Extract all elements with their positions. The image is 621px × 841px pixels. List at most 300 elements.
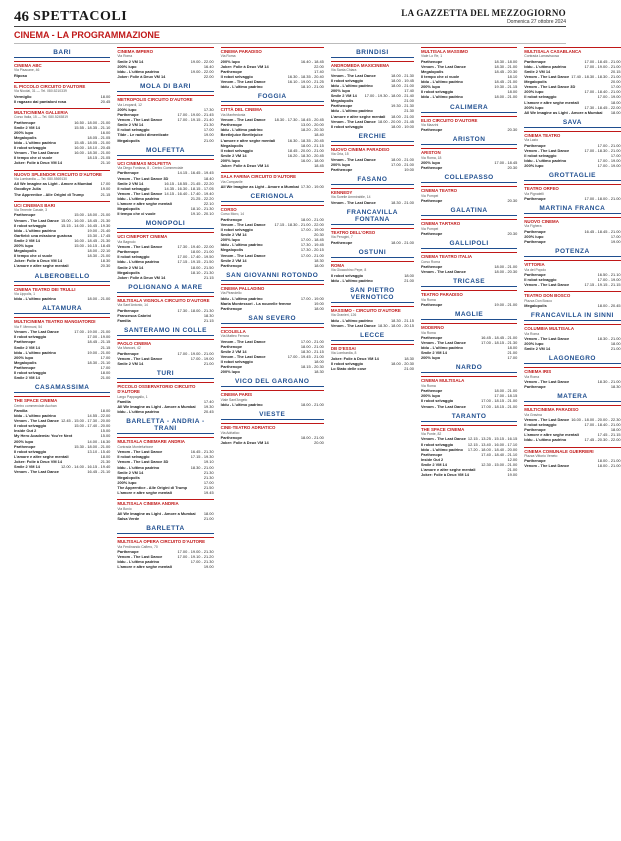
film-title: Il robot selvaggio [524, 277, 557, 283]
cinema-address: Viale Lo Re, 1 [420, 54, 443, 59]
showtimes: 16.45 - 18.45 - 21.00 [481, 335, 518, 340]
film-title: Venom - The Last Dance [330, 156, 376, 162]
showtimes: 19.00 [404, 166, 414, 172]
cinema-address: Piazza Vittorio Veneto [524, 453, 558, 458]
city-heading: GALATINA [421, 207, 517, 216]
cinema-name: PICCOLO OSSERVATORIO CIRCUITO D'AUTORE [117, 382, 213, 395]
showtimes: 18.30 - 21.10 [87, 359, 111, 365]
showtimes: 17.00 - 21.00 [391, 161, 414, 167]
film-title: 200% lupo [14, 129, 34, 135]
film-title: Parthenope [220, 364, 243, 370]
film-title: Parthenope [117, 112, 139, 118]
showtime-row [117, 74, 213, 79]
cinema-address: Via Roma [220, 54, 236, 59]
showtimes: 18.20 - 20.30 [300, 127, 324, 133]
showtimes: 19.00 [203, 132, 214, 138]
showtimes: 21.15 [100, 191, 111, 197]
film-title: Parthenope [524, 142, 546, 148]
film-title: L'amore e altre seghe mentali [14, 453, 69, 459]
film-title: Venom - The Last Dance [524, 74, 570, 80]
film-title: Parthenope [117, 548, 139, 554]
cinema-name: COLUMBIA MULTISALA [524, 324, 620, 331]
film-title: Joker: Folie à Deux VM 14 [330, 355, 379, 361]
film-title: Megalopolis [117, 474, 140, 480]
film-title: Parthenope [330, 239, 353, 245]
showtimes: 17.30 - 20.15 [300, 247, 324, 253]
showtimes: 17.40 [314, 69, 324, 74]
cinema-listing [117, 47, 213, 79]
film-title: Smile 2 VM 14 [524, 69, 551, 74]
showtimes: 18.30 - 21.00 [87, 253, 111, 259]
film-title: Smile 2 VM 14 [14, 375, 40, 381]
showtimes: 17.00 - 21.00 [300, 338, 324, 344]
showtimes: 15.00 - 16.00 - 18.45 - 21.30 [60, 217, 111, 223]
film-title: Megalopolis [117, 206, 140, 212]
film-title: Parthenope [524, 195, 546, 201]
showtimes: 19.30 - 21.30 [391, 103, 414, 109]
film-title: Parthenope [14, 443, 36, 449]
film-title: Megalopolis [524, 303, 547, 309]
film-title: 200% lupo [420, 160, 441, 166]
cinema-name: NUOVO SPLENDOR CIRCUITO D'AUTORE [14, 170, 110, 177]
film-title: Smile 2 VM 14 [330, 93, 357, 99]
film-title: Joker: Folie à Deux VM 14 [220, 63, 269, 69]
cinema-listing [421, 47, 517, 100]
showtime-row [117, 138, 213, 143]
showtimes: 18.00 - 21.00 [597, 463, 621, 469]
cinema-name: KENNEDY [331, 188, 414, 195]
film-title: 200% lupo [420, 355, 441, 361]
listing-column [331, 47, 414, 839]
cinema-listing [524, 47, 620, 115]
cinema-address: Via Lombardia, 8 [330, 351, 357, 356]
film-title: Parthenope [220, 69, 243, 74]
showtime-row [524, 463, 620, 468]
showtimes: 17.20 - 18.00 - 18.40 - 20.00 [467, 446, 518, 452]
showtimes: 17.00 - 19.00 [87, 334, 111, 340]
showtimes: 17.30 - 19.45 [300, 242, 324, 248]
cinema-name: CORSO [221, 205, 324, 212]
city-heading: BARI [14, 49, 110, 58]
cinema-listing [524, 405, 620, 442]
showtimes: 20.45 [100, 98, 111, 104]
film-title: 200% lupo [524, 233, 544, 239]
film-title: Iddu - L'ultimo padrino [14, 413, 56, 419]
showtimes: 21.30 [100, 458, 111, 464]
film-title: Il robot selvaggio [117, 454, 150, 460]
film-title: Il robot selvaggio [420, 441, 454, 447]
film-title: Venom - The Last Dance [220, 221, 266, 227]
showtimes: 18.30 - 21.15 [300, 348, 324, 354]
cinema-listing [331, 188, 414, 205]
showtimes: 18.00 - 21.00 [300, 435, 324, 441]
showtimes: 18.00 - 21.00 [391, 156, 414, 162]
showtimes: 17.00 - 19.00 - 21.00 [177, 350, 214, 356]
showtimes: 13.00 - 20.00 [300, 122, 324, 128]
showtime-row [421, 302, 517, 307]
film-title: Venom - The Last Dance [524, 147, 570, 153]
showtimes: 17.00 - 18.15 - 21.00 [481, 398, 518, 404]
film-title: Smile 2 VM 14 [220, 348, 247, 354]
city-heading: CALIMERA [421, 104, 517, 113]
cinema-name: ROMA [331, 261, 414, 268]
showtimes: 18.45 - 20.00 - 21.00 [287, 147, 324, 153]
showtimes: 16.30 - 18.35 - 20.45 [287, 137, 324, 143]
film-title: Megalopolis [14, 359, 37, 365]
film-title: Smile 2 VM 14 [420, 350, 447, 356]
cinema-name: CINEMA TARTARO [421, 219, 517, 226]
film-title: All We Imagine as Light - Amore a Mumbai [117, 510, 196, 516]
film-title: Venom - The Last Dance [524, 463, 570, 469]
film-title: Il robot selvaggio [14, 222, 47, 228]
cinema-address: Via Pompei [420, 193, 439, 198]
showtimes: 18.30 [100, 258, 111, 264]
cinema-listing [421, 252, 517, 274]
city-heading: MAGLIE [421, 311, 517, 320]
film-title: Parthenope [220, 435, 243, 441]
film-title: Iddu - L'ultimo padrino [420, 94, 463, 100]
cinema-address: Via Campanile [220, 179, 243, 184]
film-title: Smile 2 VM 14 [117, 58, 144, 64]
showtime-row [14, 263, 110, 268]
showtimes: 17.00 [100, 354, 111, 360]
showtimes: 12.00 - 14.00 - 16.15 - 19.40 [60, 464, 111, 469]
showtimes: 18.00 [100, 369, 111, 375]
cinema-listing [421, 219, 517, 236]
showtimes: 15.00 [100, 428, 111, 434]
film-title: Francesca Cabrini [117, 312, 152, 318]
film-title: Iddu - L'ultimo padrino [14, 349, 56, 355]
showtimes: 18.00 - 22.10 [87, 248, 111, 254]
showtimes: 15.55 - 18.35 - 21.10 [74, 124, 111, 130]
film-title: Il robot selvaggio [14, 369, 47, 375]
cinema-listing [221, 423, 324, 445]
showtimes: 15.00 - 17.40 - 20.00 [74, 423, 111, 429]
city-heading: POLIGNANO A MARE [117, 284, 213, 293]
listing-column [421, 47, 517, 839]
film-title: Megalopolis [220, 247, 244, 253]
film-title: Iddu - L'ultimo padrino [220, 127, 263, 133]
showtimes: 18.40 [314, 132, 324, 138]
showtime-row [331, 366, 414, 371]
film-title: Megalopolis [117, 137, 140, 143]
cinema-address: Via Adriatico [220, 430, 240, 435]
showtimes: 17.00 - 19.00 [190, 355, 214, 361]
showtimes: 16.45 - 21.10 [87, 469, 111, 475]
film-title: Familia [14, 407, 28, 413]
cinema-address: Via Lippolis, 1 [14, 291, 36, 296]
cinema-address: Via Ferdinando Cafiero, 70 [117, 544, 158, 549]
film-title: Parthenope [14, 119, 36, 125]
showtimes: 21.00 [404, 98, 414, 104]
showtimes: 21.25 - 22.20 [190, 195, 214, 201]
film-title: All We Imagine as Light - Amore a Mumbai [220, 183, 299, 189]
showtimes: 21.00 [203, 360, 214, 366]
film-title: Venom - The Last Dance [524, 282, 570, 288]
film-title: Iddu - L'ultimo padrino [524, 63, 567, 69]
cinema-address: Via Mazzini [420, 122, 439, 127]
cinema-address: Via Oria, 15 [330, 152, 349, 157]
showtimes: 18.30 [404, 355, 414, 361]
cinema-listing [221, 105, 324, 168]
cinema-name: CINE-TEATRO ADRIATICO [221, 423, 324, 430]
film-title: Il robot selvaggio [420, 89, 454, 95]
showtimes: 20.30 [314, 232, 324, 238]
showtime-row [421, 269, 517, 274]
film-title: Il tempo che ci vuole [14, 253, 53, 259]
showtime-row [221, 263, 324, 268]
film-title: Familia [117, 317, 131, 323]
showtimes: 18.00 - 20.30 [494, 269, 518, 275]
city-heading: VICO DEL GARGANO [221, 378, 324, 387]
showtimes: 18.00 [314, 359, 324, 365]
showtimes: 21.00 [507, 350, 518, 356]
film-title: Joker: Folie à Deux VM 14 [117, 274, 166, 280]
film-title: 200% lupo [220, 58, 240, 64]
showtimes: 17.00 - 21.00 [597, 142, 621, 148]
city-heading: MOLA DI BARI [117, 83, 213, 92]
showtimes: 18.30 - 21.00 [597, 379, 621, 385]
cinema-name: TEATRO DELL'ORSO [331, 228, 414, 235]
film-title: L'amore e altre seghe mentali [117, 490, 172, 496]
showtime-row [421, 165, 517, 170]
showtimes: 18.30 [314, 369, 324, 375]
film-title: Venom - The Last Dance [14, 469, 59, 475]
film-title: Venom - The Last Dance [117, 554, 163, 560]
cinema-address: Via Sorelle Ammirabile, 14 [330, 195, 371, 200]
film-title: Il tempo che ci vuole [117, 211, 156, 217]
showtime-row [221, 402, 324, 407]
showtimes: 16.10 - 19.00 - 21.25 [287, 79, 324, 85]
showtime-row [524, 437, 620, 442]
showtimes: 17.00 [610, 233, 621, 239]
showtimes: 18.30 [314, 257, 324, 263]
cinema-listing [421, 376, 517, 408]
showtime-row [14, 160, 110, 165]
showtimes: 19.10 - 20.10 [190, 211, 214, 217]
film-title: Venom - The Last Dance [524, 417, 570, 423]
film-title: Venom - The Last Dance [220, 338, 266, 344]
showtime-row [524, 239, 620, 244]
showtime-row [421, 404, 517, 409]
showtimes: 18.00 - 21.00 [300, 343, 324, 349]
showtimes: 17.00 - 18.40 - 21.00 [584, 422, 621, 428]
film-title: Iddu - L'ultimo padrino [14, 227, 56, 233]
cinema-listing [14, 285, 110, 302]
film-title: Il robot selvaggio [330, 123, 364, 129]
city-heading: FRANCAVILLA FONTANA [331, 209, 414, 225]
film-title: Parthenope [14, 364, 36, 370]
film-title: 200% lupo [117, 107, 137, 112]
showtime-row [331, 323, 414, 328]
film-title: Lo Stato delle cose [330, 365, 367, 371]
film-title: Iddu - L'ultimo padrino [330, 108, 373, 114]
showtime-row [14, 469, 110, 474]
film-title: Il robot selvaggio [524, 422, 557, 428]
showtimes: 17.00 - 17.40 - 19.50 [177, 254, 214, 260]
showtimes: 15.30 - 17.45 [87, 232, 111, 238]
city-heading: SAN SEVERO [221, 315, 324, 324]
cinema-address: Via Pisacane, 46 [14, 68, 40, 73]
cinema-listing [221, 172, 324, 189]
showtimes: 17.15 - 18.30 - 21.00 - 22.00 [274, 221, 324, 227]
cinema-address: Via Bovio [117, 506, 132, 511]
showtimes: 19.30 [203, 404, 214, 410]
showtimes: 19.00 - 22.00 [190, 58, 214, 64]
showtimes: 18.15 - 21.05 [87, 155, 111, 161]
film-title: Venom - The Last Dance [14, 150, 59, 156]
showtimes: 22.10 [203, 201, 214, 207]
showtimes: 18.00 - 21.00 [494, 94, 518, 100]
showtimes: 17.00 - 19.00 - 21.00 [584, 63, 621, 69]
cinema-listing [331, 344, 414, 371]
film-title: Parthenope [420, 451, 443, 457]
film-title: Venom - The Last Dance [220, 252, 266, 258]
showtimes: 21.00 [404, 277, 414, 283]
film-title: Iddu - L'ultimo padrino [14, 140, 56, 146]
showtime-row [421, 94, 517, 99]
masthead-right [401, 8, 566, 26]
film-title: Parthenope [220, 343, 243, 349]
cinema-address: Via Pirandello [220, 291, 242, 296]
listing-columns [14, 47, 621, 839]
showtimes: 21.15 [203, 274, 214, 280]
showtimes: 16.20 - 18.30 - 20.45 [287, 152, 324, 158]
film-title: Joker: Folie à Deux VM 14 [117, 74, 166, 80]
film-title: Parthenope [420, 127, 443, 133]
film-title: Il robot selvaggio [14, 334, 47, 340]
film-title: 200% lupo [330, 88, 351, 94]
film-title: 200% lupo [524, 89, 544, 95]
film-title: Parthenope [420, 198, 443, 204]
film-title: Il robot selvaggio [117, 127, 150, 133]
section-title: SPETTACOLI [33, 9, 128, 24]
film-title: Il robot selvaggio [220, 359, 253, 365]
film-title: 200% lupo [420, 393, 441, 399]
cinema-name: CITTÀ DEL CINEMA [221, 105, 324, 112]
listing-column [524, 47, 620, 839]
listing-column [221, 47, 324, 839]
cinema-name: MULTISALA VIGNOLA CIRCUITO D'AUTORE [117, 296, 213, 303]
cinema-listing [421, 148, 517, 170]
showtimes: 18.10 - 21.00 [300, 84, 324, 90]
cinema-name: CINEMA COMUNALE GUERRIERI [524, 447, 620, 454]
cinema-name: ANDROMEDA MAXICINEMA [331, 61, 414, 68]
showtimes: 17.30 [203, 107, 214, 112]
city-heading: MATERA [524, 393, 620, 402]
showtimes: 18.00 [610, 109, 621, 115]
cinema-name: VITTORIA [524, 260, 620, 267]
showtime-row [14, 375, 110, 380]
showtimes: 15.30 - 18.00 - 21.00 [74, 443, 111, 449]
film-title: Venom - The Last Dance [330, 322, 376, 328]
showtimes: 22.00 [203, 74, 214, 80]
showtimes: 17.00 - 21.30 [190, 559, 214, 565]
film-title: Venom - The Last Dance [220, 117, 266, 123]
city-heading: ALTAMURA [14, 305, 110, 314]
cinema-name: IL PICCOLO CIRCUITO D'AUTORE [14, 82, 110, 89]
cinema-listing [14, 82, 110, 104]
showtimes: 18.10 [507, 74, 518, 80]
showtimes: 17.30 - 19.00 [300, 183, 324, 189]
film-title: Il robot selvaggio [420, 398, 454, 404]
film-title: Familia [117, 399, 131, 405]
film-title: Il robot selvaggio [330, 77, 364, 83]
film-title: Venom - The Last Dance [14, 418, 59, 424]
cinema-name: NUOVO CINEMA PARADISO [331, 145, 414, 152]
film-title: L'amore e altre seghe mentali [524, 99, 579, 105]
showtimes: 18.00 [610, 341, 621, 347]
showtimes: 19.00 - 21.40 [87, 227, 111, 233]
showtimes: 18.00 - 21.00 [391, 239, 414, 245]
showtimes: 17.15 - 19.15 - 21.15 [584, 282, 621, 288]
showtimes: 19.45 [203, 490, 214, 496]
cinema-address: Largo Pappagallo, 1 [117, 394, 148, 399]
showtimes: 21.15 [203, 317, 214, 323]
showtimes: 17.00 [100, 364, 111, 370]
showtimes: 18.00 - 21.00 [494, 388, 518, 394]
film-title: L'amore e altre seghe mentali [117, 201, 172, 207]
cinema-name: UCI CINEMAS BARI [14, 201, 110, 208]
cinema-address: Via Tenente Casale, 3 [14, 208, 48, 213]
cinema-address: Via Diego Fontana, 8 - Centro Commerciale [117, 166, 184, 171]
showtimes: 21.00 [610, 346, 621, 352]
film-title: Venom - The Last Dance [117, 190, 163, 196]
film-title: Il robot selvaggio [14, 448, 47, 454]
cinema-listing [117, 437, 213, 495]
film-title: Il robot selvaggio [330, 360, 364, 366]
city-heading: TRICASE [421, 278, 517, 287]
showtimes: 17.00 - 19.00 - 21.45 [177, 112, 214, 118]
cinema-name: MODERNO [421, 323, 517, 330]
showtimes: 17.15 - 19.30 [190, 454, 214, 460]
listing-column [14, 47, 110, 839]
cinema-address: Centro commerciale Auchan [14, 403, 57, 408]
showtimes: 15.45 - 18.05 - 21.00 [74, 140, 111, 146]
cinema-address: Via Sant'Antonio, 14 [117, 303, 148, 308]
cinema-address: Viale Sant'Angelo [220, 397, 248, 402]
film-title: Megalopolis [330, 98, 354, 104]
showtimes: 12.15 - 13.25 - 15.15 - 16.15 [467, 436, 518, 442]
city-heading: ALBEROBELLO [14, 273, 110, 282]
showtimes: 20.00 [314, 440, 324, 446]
cinema-listing [421, 290, 517, 307]
cinema-name: MASSIMO - CIRCUITO D'AUTORE [331, 306, 414, 313]
showtimes: 16.00 - 18.00 - 20.00 - 22.30 [571, 417, 621, 423]
showtimes: 17.00 [203, 127, 214, 133]
film-title: Parthenope [117, 249, 139, 255]
cinema-listing [524, 131, 620, 168]
film-title: Venom - The Last Dance [420, 436, 466, 442]
showtimes: 15.00 [100, 433, 111, 439]
cinema-name: CINEMA TEATRO DEI TRULLI [14, 285, 110, 292]
film-title: Parthenope [220, 216, 243, 222]
showtimes: 21.00 [100, 375, 111, 381]
film-title: Venom - The Last Dance 3D [117, 459, 169, 465]
film-title: Smile 2 VM 14 [117, 264, 144, 270]
film-title: Iddu - L'ultimo padrino [117, 559, 160, 565]
showtime-row [421, 231, 517, 236]
showtimes: 17.00 - 19.00 [597, 94, 621, 100]
cinema-listing [421, 186, 517, 203]
showtimes: 18.30 - 21.00 [494, 63, 518, 69]
showtimes: 20.45 [203, 409, 214, 415]
showtimes: 18.00 [314, 305, 324, 311]
city-heading: MOLFETTA [117, 147, 213, 156]
city-heading: LECCE [331, 332, 414, 341]
showtime-row [524, 196, 620, 201]
film-title: Iddu - L'ultimo padrino [220, 84, 263, 90]
